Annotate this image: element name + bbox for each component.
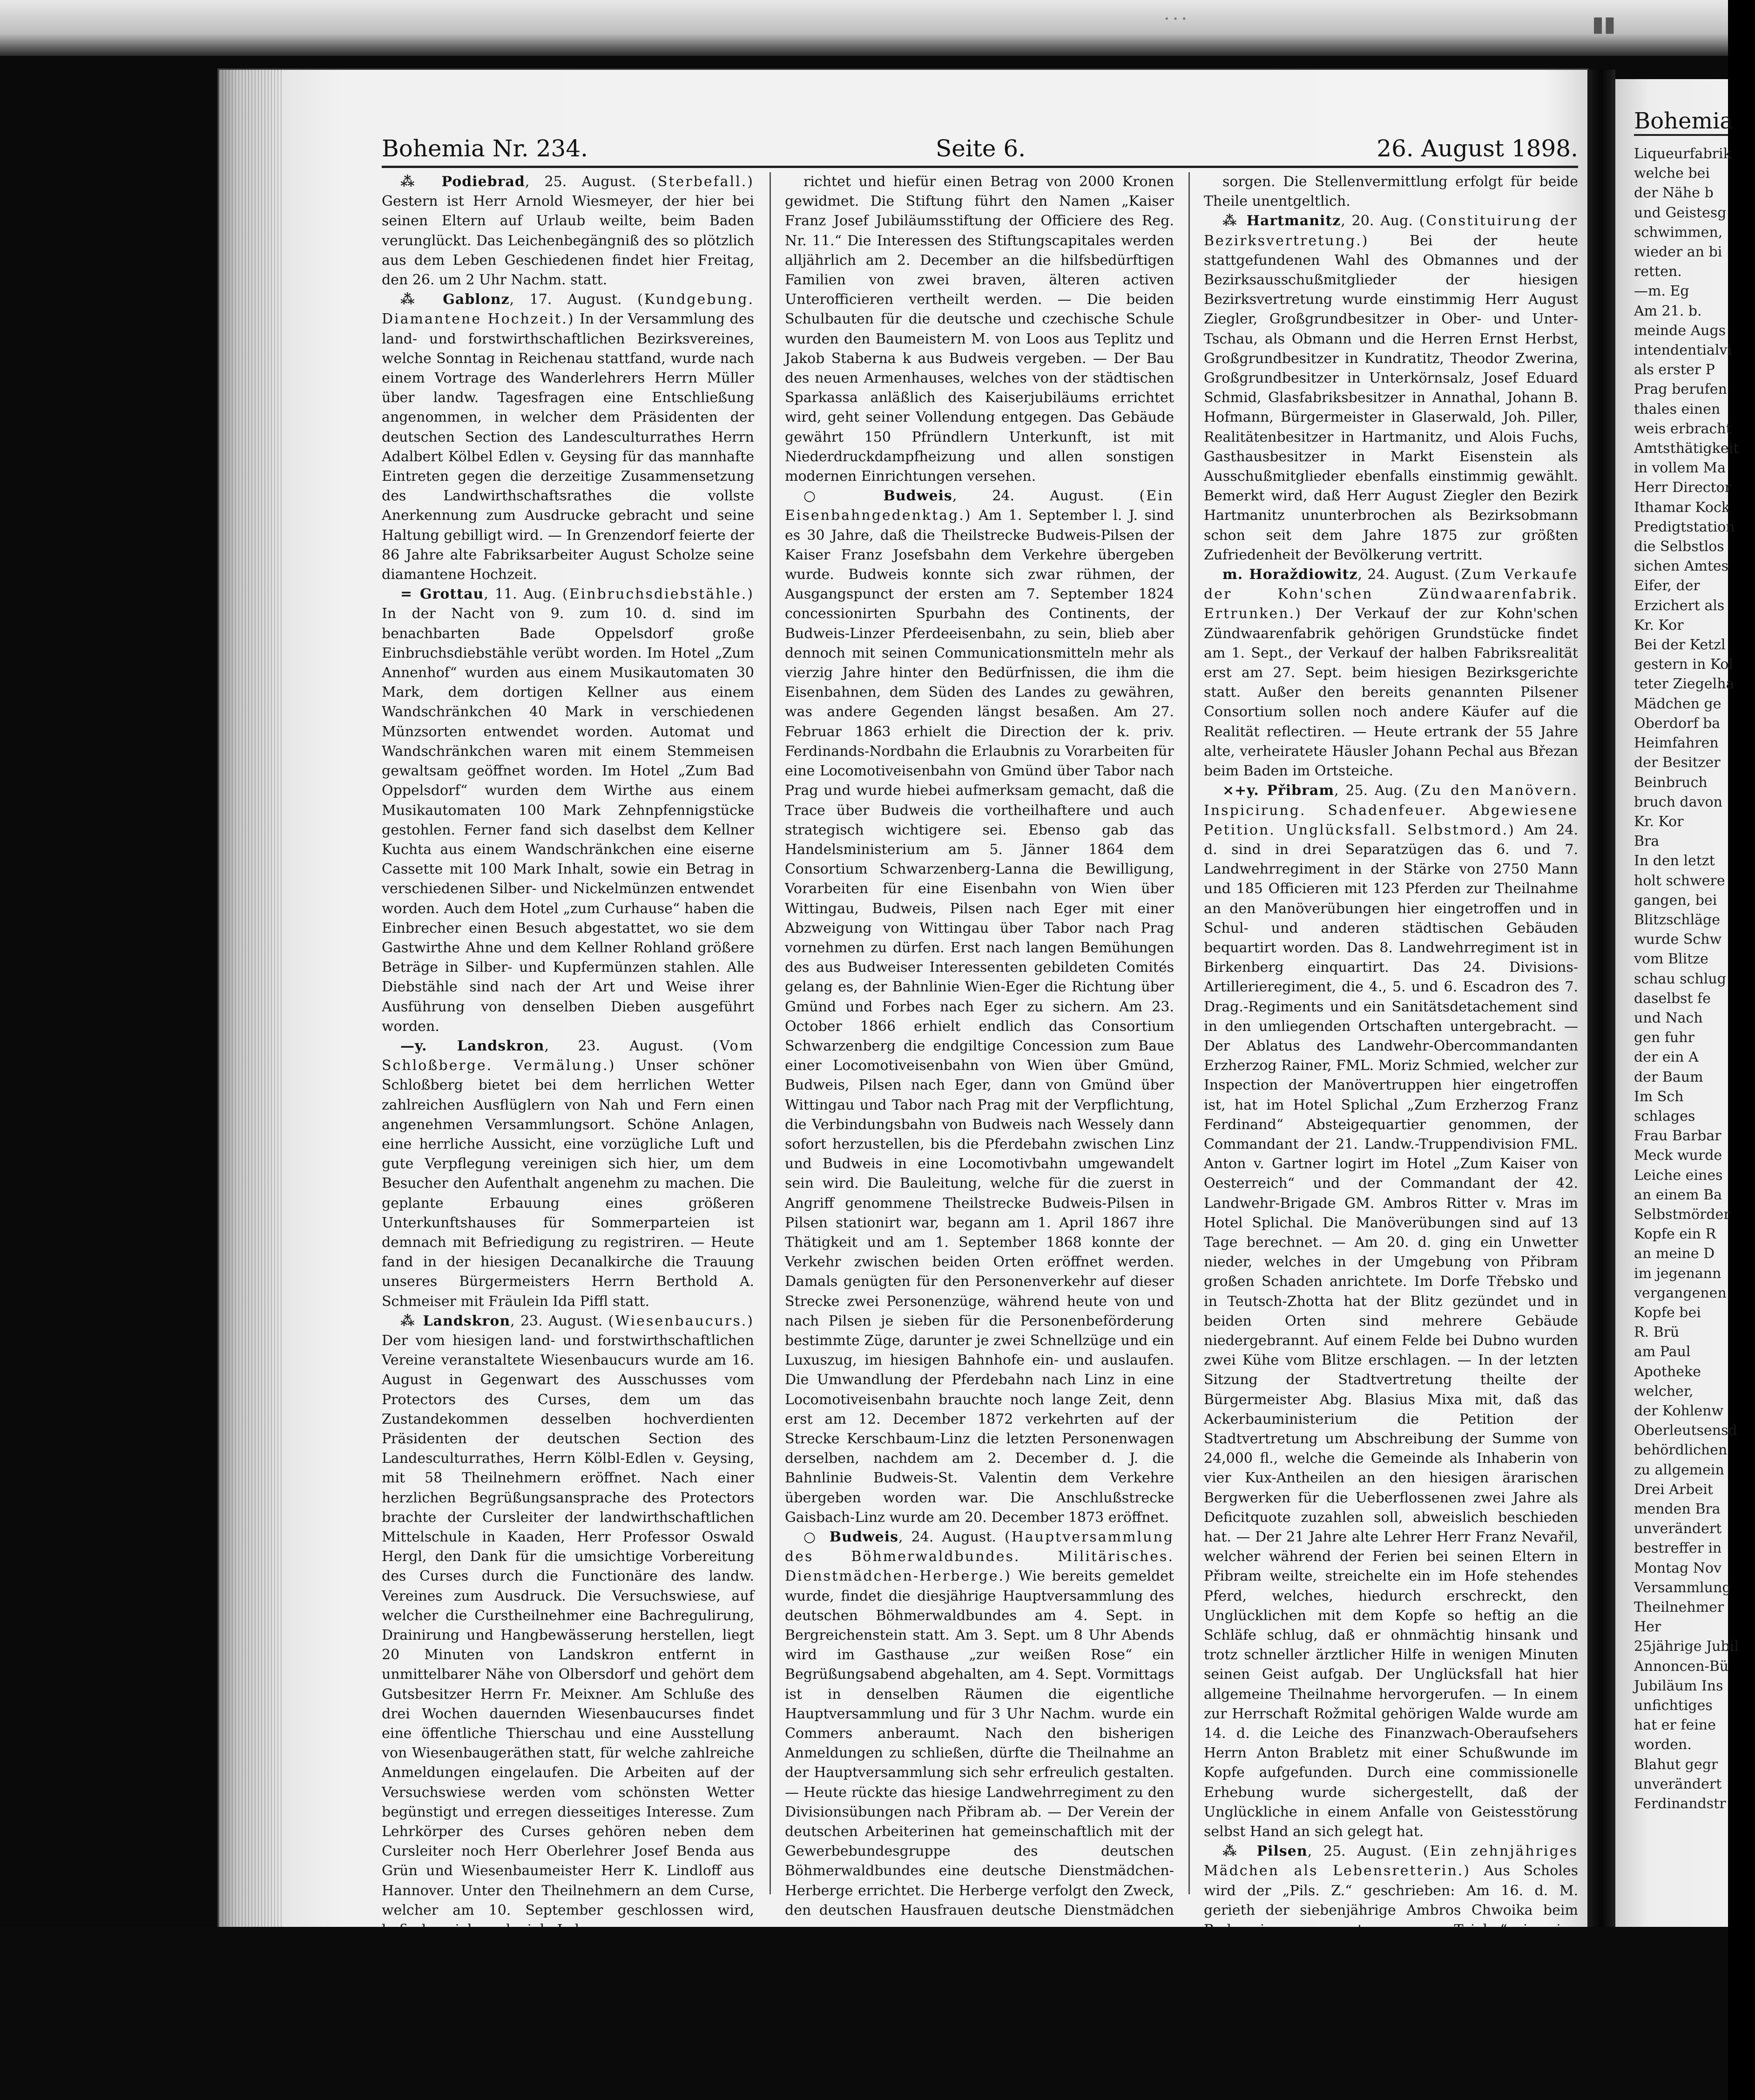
article-subheading: (Hauptversammlung des Böhmerwaldbundes. Militärisches. Dienstmädchen-Herberge.): [785, 1529, 1174, 1585]
adjacent-text-line: schwimmen,: [1634, 224, 1723, 241]
adjacent-text-line: der Nähe b: [1634, 185, 1714, 202]
adjacent-text-line: Eifer, der: [1634, 578, 1700, 594]
adjacent-text-line: welche bei: [1634, 165, 1710, 182]
adjacent-text-line: Predigtstation: [1634, 518, 1735, 535]
article-dateline-place: ⁂ Podiebrad: [400, 174, 525, 190]
adjacent-header-rule: [1634, 134, 1728, 136]
adjacent-text-line: thales einen: [1634, 401, 1721, 417]
article: m. Horaždiowitz, 24. August. (Zum Verkaufe der Kohn'schen Zündwaarenfabrik. Ertrunken.) Der Verkauf der zur Kohn'schen Zündwaarenfabrik gehörigen Grundstücke findet am 1. Sept., der Verkauf der halben Fabriksrealität erst am 27. Sept. beim hiesigen Bezirksgerichte statt. Außer den bereits genannten Pilsener Consortium sollen noch andere Käufer auf die Realität reflectiren. — Heute ertrank der 55 Jahre alte, verheiratete Häusler Johann Pechal aus Březan beim Baden im Ortsteiche.: [1204, 566, 1578, 780]
article-subheading: (Zum Verkaufe der Kohn'schen Zündwaarenfabrik. Ertrunken.): [1204, 566, 1578, 622]
adjacent-text-line: Versammlung: [1634, 1579, 1731, 1596]
article-date: 11. Aug.: [494, 586, 556, 603]
article: ⁂ Pilsen, 25. August. (Ein zehnjähriges Mädchen als Lebensretterin.) Aus Scholes wird der „Pils. Z.“ geschrieben: Am 16. d. M. gerieth der siebenjährige Ambros Chwoika beim: [1204, 1842, 1578, 1979]
article: ⁂ Gablonz, 17. August. (Kundgebung. Diamantene Hochzeit.) In der Versammlung des land- und forstwirthschaftlichen Bezirksvereines, welche Sonntag in Reichenau stattfand, wurde nach einem Vortrage des Wanderlehrers Herrn Müller über landw. Tagesfragen eine Entschließung angenommen, in welcher dem Präsidenten der deutschen Section des Landesculturrathes Herrn Adalbert Kölbel Edlen v. Geysing für das mannhafte Eintreten gegen die derzeitige Zusammensetzung des Landwirthschaftsrathes die vollste Anerkennung zum Ausdrucke gebracht und seine Haltung gebilligt wird. — In Grenzendorf feierte der 86 Jahre alte Fabriksarbeiter August Scholze seine diamantene Hochzeit.: [382, 291, 755, 583]
article-subheading: (Kundgebung. Diamantene Hochzeit.): [382, 291, 755, 328]
adjacent-text-line: der Besitzer: [1634, 754, 1721, 771]
adjacent-text-line: Theilnehmer: [1634, 1599, 1724, 1616]
adjacent-text-line: im jegenann: [1634, 1265, 1721, 1282]
adjacent-text-line: Heimfahren: [1634, 735, 1719, 752]
article-body: sorgen. Die Stellenvermittlung erfolgt für beide Theile unentgeltlich.: [1204, 174, 1578, 210]
article-body: richtet und hiefür einen Betrag von 2000 Kronen gewidmet. Die Stiftung führt den Namen „Kaiser Franz Josef Jubiläumsstiftung der Officiere des Reg. Nr. 11.“ Die Interessen des Stiftungscapitales werden alljährlich am 2. December an die hilfsbedürftigen Familien von zwei braven, älteren activen Unterofficieren vertheilt werden. — Die beiden Schulbauten für die deutsche und czechische Schule wurden den Baumeistern M. von Loos aus Teplitz und Jakob Staberna k aus Budweis vergeben. — Der Bau des neuen Armenhauses, welches von der städtischen Sparkassa anläßlich des Kaiserjubiläums errichtet wird, geht seiner Vollendung entgegen. Das Gebäude gewährt 150 Pfründlern Unterkunft, ist mit Niederdruckdampfheizung und allen sonstigen modernen Einrichtungen versehen.: [785, 174, 1174, 485]
adjacent-text-line: holt schwere: [1634, 872, 1725, 889]
article-date: 25. Aug.: [1345, 782, 1407, 799]
article: ○ Budweis, 24. August. (Hauptversammlung des Böhmerwaldbundes. Militärisches. Dienstmädchen-Herberge.) Wie bereits gemeldet wurde, findet die diesjährige Hauptversammlung des deutschen Böhmerwaldbundes am 4. Sept. in Bergreichenstein statt. Am 3. Sept. um 8 Uhr Abends wird im Gasthause „zur weißen Rose“ ein Begrüßungsabend abgehalten, am 4. Sept. Vormittags ist in denselben Räumen die eigentliche Hauptversammlung und für 3 Uhr Nachm. wurde ein Commers anberaumt. Nach den bisherigen Anmeldungen zu schließen, dürfte die Theilnahme an der Hauptversammlung sich sehr erfreulich gestalten. — Heute rückte das hiesige Landwehrregiment zu den Divisionsübungen nach Přibram ab. — Der Verein der deutschen Arbeiterinen hat gemeinschaftlich mit der Gewerbebundesgruppe des deutschen Böhmerwaldbundes eine deutsche Dienstmädchen-Herberge errichtet. Die Herberge verfolgt den Zweck, den deutschen Hausfrauen deutsche Dienstmädchen: [785, 1528, 1174, 1940]
adjacent-text-line: R. Brü: [1634, 1324, 1680, 1341]
column-3: [1204, 172, 1578, 1918]
text-columns: [382, 172, 1578, 1918]
adjacent-text-line: schau schlug: [1634, 970, 1726, 987]
adjacent-text-line: unverändert: [1634, 1776, 1722, 1792]
article: [785, 172, 1174, 486]
adjacent-text-line: Kopfe ein R: [1634, 1226, 1716, 1243]
ghost-text: ···: [1164, 8, 1190, 30]
article-date: 23. August.: [520, 1312, 603, 1329]
article-body: Gestern ist Herr Arnold Wiesmeyer, der hier bei seinen Eltern auf Urlaub weilte, beim Baden verunglückt. Das Leichenbegängniß des so plötzlich aus dem Leben Geschiedenen findet hier Freitag, den 26. um 2 Uhr Nachm. statt.: [382, 193, 754, 289]
adjacent-text-line: Annoncen-Bü: [1634, 1658, 1729, 1675]
adjacent-text-line: hat er feine: [1634, 1717, 1716, 1734]
adjacent-text-line: Erzichert als: [1634, 597, 1725, 614]
article-subheading: (Zu den Manövern. Inspicirung. Schadenfeuer. Abgewiesene Petition. Unglücksfall. Selbstmord.): [1204, 782, 1578, 838]
adjacent-text-line: an meine D: [1634, 1245, 1715, 1262]
column-divider: [1188, 172, 1190, 1894]
header-date: 26. August 1898.: [1377, 135, 1578, 162]
article-body: Unser schöner Schloßberg bietet bei dem herrlichen Wetter zahlreichen Ausflüglern von Nah und Fern einen angenehmen Versammlungsort. Schöne Anlagen, eine herrliche Aussicht, eine vorzügliche Luft und gute Verpflegung vereinigen sich hier, um dem Besucher den Aufenthalt angenehm zu machen. Die geplante Erbauung eines größeren Unterkunftshauses für Sommerparteien ist demnach mit Befriedigung zu registriren. — Heute fand in der hiesigen Decanalkirche die Trauung unseres Bürgermeisters Herrn Berthold A. Schmeiser mit Fräulein Ida Piffl statt.: [382, 1057, 754, 1310]
adjacent-text-line: —m. Eg: [1634, 283, 1689, 300]
adjacent-text-line: Kr. Kor: [1634, 617, 1684, 633]
article-body: Bei der heute stattgefundenen Wahl des Obmannes und der Bezirksausschußmitglieder der hiesigen Bezirksvertretung wurde einstimmig Herr August Ziegler, Großgrundbesitzer in Ober- und Unter-Tschau, als Obmann und die Herren Ernst Herbst, Großgrundbesitzer in Kundratitz, Theodor Zwerina, Großgrundbesitzer in Unterkörnsalz, Josef Eduard Schmid, Glasfabriksbesitzer in Annathal, Johann B. Hofmann, Bürgermeister in Glaserwald, Joh. Piller, Realitätenbesitzer in Hartmanitz, und Alois Fuchs, Gasthausbesitzer in Markt Eisenstein als Ausschußmitglieder ebenfalls einstimmig gewählt. Bemerkt wird, daß Herr August Ziegler den Bezirk Hartmanitz ununterbrochen als Bezirksobmann schon seit dem Jahre 1875 zur größten Zufriedenheit der Bevölkerung vertritt.: [1204, 232, 1578, 563]
article-date: 24. August.: [1367, 566, 1449, 583]
adjacent-text-line: Apotheke: [1634, 1363, 1701, 1380]
adjacent-text-line: wurde Schw: [1634, 931, 1722, 948]
adjacent-text-line: daselbst fe: [1634, 990, 1711, 1007]
adjacent-page: [1615, 79, 1739, 1936]
article: ⁂ Hartmanitz, 20. Aug. (Constituirung der Bezirksvertretung.) Bei der heute stattgefundenen Wahl des Obmannes und der Bezirksausschußmitglieder der hiesigen Bezirksvertretung wurde einstimmig Herr August Ziegler, Großgrundbesitzer in Ober- und Unter-Tschau, als Obmann und die Herren Ernst Herbst, Großgrundbesitzer in Kundratitz, Theodor Zwerina, Großgrundbesitzer in Unterkörnsalz, Josef Eduard Schmid, Glasfabriksbesitzer in Annathal, Johann B. Hofmann, Bürgermeister in Glaserwald, Joh. Piller, Realitätenbesitzer in Hartmanitz, und Alois Fuchs, Gasthausbesitzer in Markt Eisenstein als Ausschußmitglieder ebenfalls einstimmig gewählt. Bemerkt wird, daß Herr August Ziegler den Bezirk Hartmanitz ununterbrochen als Bezirksobmann schon seit dem Jahre 1875 zur größten Zufriedenheit der Bevölkerung vertritt.: [1204, 213, 1578, 563]
article: —y. Landskron, 23. August. (Vom Schloßberge. Vermälung.) Unser schöner Schloßberg bietet bei dem herrlichen Wetter zahlreichen Ausflüglern von Nah und Fern einen angenehmen Versammlungsort. Schöne Anlagen, eine herrliche Aussicht, eine vorzügliche Luft und gute Verpflegung vereinigen sich hier, um dem Besucher den Aufenthalt angenehm zu machen. Die geplante Erbauung eines größeren Unterkunftshauses für Sommerparteien ist demnach mit Befriedigung zu registriren. — Heute fand in der hiesigen Decanalkirche die Trauung unseres Bürgermeisters Herrn Berthold A. Schmeiser mit Fräulein Ida Piffl statt.: [382, 1037, 754, 1310]
article-date: 17. August.: [529, 291, 622, 308]
adjacent-text-line: Kopfe bei: [1634, 1304, 1701, 1321]
adjacent-text-line: Her: [1634, 1619, 1661, 1636]
adjacent-text-line: der Kohlenw: [1634, 1403, 1724, 1419]
adjacent-text-line: retten.: [1634, 263, 1682, 280]
adjacent-text-line: schlages: [1634, 1108, 1695, 1124]
adjacent-text-line: Prag berufen: [1634, 381, 1727, 398]
previous-frame-strip: [0, 0, 1728, 56]
film-border: [0, 1927, 1728, 2100]
header-rule: [382, 166, 1578, 168]
article-dateline-place: ⁂ Hartmanitz: [1222, 213, 1341, 229]
article-body: Der vom hiesigen land- und forstwirthschaftlichen Vereine veranstaltete Wiesenbaucurs wurde am 16. August in Gegenwart des Ausschusses vom Protectors des Curses, dem um das Zustandekommen desselben hochverdienten Präsidenten der deutschen Section des Landesculturrathes, Herrn Kölbl-Edlen v. Geysing, mit 58 Theilnehmern eröffnet. Nach einer herzlichen Begrüßungsansprache des Protectors brachte der Cursleiter der landwirthschaftlichen Mittelschule in Kaaden, Herr Professor Oswald Hergl, den Dank für die umsichtige Vorbereitung des Curses durch die Functionäre des landw. Vereines zum Ausdruck. Die Versuchswiese, auf welcher die Curstheilnehmer eine Bachregulirung, Drainirung und Hangbewässerung herstellen, liegt 20 Minuten von Landskron entfernt in unmittelbarer Nähe von Olbersdorf und gehört dem Gutsbesitzer Herrn Fr. Meixner. Am Schluße des drei Wochen dauernden Wiesenbaucurses findet eine öffentliche Thierschau und eine Ausstellung von Wiesenbaugeräthen statt, für welche zahlreiche Anmeldungen eingelaufen. Die Arbeiten auf der Versuchswiese werden vom schönsten Wetter begünstigt und erregen diesseitiges Interesse. Zum Lehrkörper des Curses gehören neben dem Cursleiter noch Herr Oberlehrer Josef Benda aus Grün und Wiesenbaumeister Herr K. Lindloff aus Hannover. Unter den Theilnehmern an dem Curse, welcher am 10. September geschlossen wird,: [382, 1332, 754, 1918]
adjacent-text-line: Ferdinandstr: [1634, 1796, 1726, 1812]
adjacent-text-line: gen fuhr: [1634, 1030, 1694, 1046]
adjacent-text-line: Mädchen ge: [1634, 695, 1721, 712]
adjacent-page-header: Bohemia: [1634, 108, 1733, 134]
adjacent-text-line: Ithamar Kock: [1634, 499, 1730, 516]
adjacent-text-line: unverändert: [1634, 1521, 1722, 1537]
adjacent-text-line: sichen Amtes: [1634, 558, 1729, 575]
article-date: 25. August.: [1323, 1843, 1411, 1860]
adjacent-text-line: 25jährige Jubil: [1634, 1638, 1739, 1655]
article-dateline-place: ×+y. Přibram: [1222, 782, 1335, 799]
article-dateline-place: ⁂ Pilsen: [1222, 1843, 1308, 1860]
article-dateline-place: m. Horaždiowitz: [1222, 566, 1358, 583]
article: ○ Budweis, 24. August. (Ein Eisenbahngedenktag.) Am 1. September l. J. sind es 30 Jahre, daß die Theilstrecke Budweis-Pilsen der Kaiser Franz Josefsbahn dem Verkehre übergeben wurde. Budweis konnte sich zwar rühmen, der Ausgangspunct der ersten am 7. September 1824 concessionirten Spurbahn des Continents, der Budweis-Linzer Pferdeeisenbahn, zu sein, blieb aber dennoch mit seinen Communicationsmitteln mehr als vierzig Jahre hinter den Bedürfnissen, die ihm die Eisenbahnen, dem Süden des Landes zu gewähren, was andere Gegenden längst besaßen. Am 27. Februar 1863 erhielt die Direction der k. priv. Ferdinands-Nordbahn die Erlaubnis zu Vorarbeiten für eine Locomotiveisenbahn von Gmünd über Tabor nach Prag und wurde hiebei aufmerksam gemacht, daß die Trace über Budweis die vortheilhaftere und auch strategisch wichtigere sei. Ebenso gab das Handelsministerium am 5. Jänner 1864 dem Consortium Schwarzenberg-Lanna die Bewilligung, Vorarbeiten für eine Eisenbahn von Wien über Wittingau, Budweis, Pilsen nach Eger mit einer Abzweigung von Wittingau über Tabor nach Prag vornehmen zu dürfen. Erst nach langen Bemühungen des aus Budweiser Interessenten gebildeten Comités gelang es, der Bahnlinie Wien-Eger die Richtung über Gmünd und Forbes nach Eger zu sichern. Am 23. October 1866 erhielt endlich das Consortium Schwarzenberg die endgiltige Concession zum Baue einer Locomotiveisenbahn von Wien über Gmünd, Budweis, Pilsen nach Eger, dann von Gmünd über Wittingau und Tabor nach Prag mit der Verpflichtung, die Verbindungsbahn von Budweis nach Wessely dann sofort herzustellen, bis die Pferdebahn zwischen Linz und Budweis in eine Locomotivbahn umgewandelt sein wird. Die Bauleitung, welche für die zuerst in Angriff genommene Theilstrecke Budweis-Pilsen in Pilsen stationirt war, begann am 1. April 1867 ihre Thätigkeit und am 1. September 1868 konnte der Verkehr zwischen beiden Orten eröffnet werden. Damals genügten für den Personenverkehr auf dieser Strecke zwei Personenzüge, während heute von und nach Pilsen je sieben für die Personenbeförderung bestimmte Züge, darunter je zwei Schnellzüge und ein Luxuszug, im hiesigen Bahnhofe ein- und auslaufen. Die Umwandlung der Pferdebahn nach Linz in eine Locomotiveisenbahn brauchte noch lange Zeit, denn erst am 12. December 1872 verkehrten auf der Strecke Kerschbaum-Linz die letzten Personenwagen derselben, nachdem am 2. December d. J. die Bahnlinie Budweis-St. Valentin dem Verkehre übergeben worden war. Die Anschlußstrecke Gaisbach-Linz wurde am 20. December 1873 eröffnet.: [785, 488, 1174, 1526]
adjacent-text-line: Am 21. b.: [1634, 303, 1702, 319]
article-date: 20. Aug.: [1351, 213, 1413, 229]
adjacent-text-line: Oberdorf ba: [1634, 715, 1721, 732]
adjacent-text-line: Montag Nov: [1634, 1560, 1722, 1576]
adjacent-text-line: und Nach: [1634, 1010, 1703, 1026]
adjacent-text-line: Im Sch: [1634, 1088, 1684, 1105]
adjacent-text-line: in vollem Ma: [1634, 460, 1726, 477]
adjacent-text-line: Bei der Ketzl: [1634, 637, 1726, 653]
adjacent-text-line: an einem Ba: [1634, 1186, 1722, 1203]
article: [1204, 172, 1578, 211]
column-divider: [770, 172, 771, 1894]
adjacent-text-line: Herr Director: [1634, 479, 1732, 496]
article-body: In der Nacht von 9. zum 10. d. sind im benachbarten Bade Oppelsdorf große Einbruchsdiebstähle verübt worden. Im Hotel „Zum Annenhof“ wurden aus einem Musikautomaten 30 Mark, dem dortigen Kellner aus einem Wandschränkchen 40 Mark in verschiedenen Münzsorten entwendet worden. Automat und Wandschränkchen waren mit einem Stemmeisen gewaltsam geöffnet worden. Im Hotel „Zum Bad Oppelsdorf“ wurden dem Wirthe aus einem Musikautomaten 100 Mark Zehnpfennigstücke gestohlen. Ferner fand sich daselbst dem Kellner Kuchta aus einem Wandschränkchen eine eiserne Cassette mit 100 Mark Inhalt, sowie ein Betrag in verschiedenen Silber- und Nickelmünzen entwendet worden. Auch dem Hotel „zum Curhause“ haben die Einbrecher einen Besuch abgestattet, wo sie dem Gastwirthe Ahne und dem Kellner Rohland größere Beträge in Silber- und Kupfermünzen stahlen. Alle Diebstähle sind nach der Art und Weise ihrer Ausführung von denselben Dieben ausgeführt worden.: [382, 606, 754, 1035]
adjacent-text-line: Beinbruch: [1634, 774, 1708, 791]
article-dateline-place: ⁂ Gablonz: [400, 291, 510, 308]
article-body: Wie bereits gemeldet wurde, findet die diesjährige Hauptversammlung des deutschen Böhmerwaldbundes am 4. Sept. in Bergreichenstein statt. Am 3. Sept. um 8 Uhr Abends wird im Gasthause „zur weißen Rose“ ein Begrüßungsabend abgehalten, am 4. Sept. Vormittags ist in denselben Räumen die eigentliche Hauptversammlung und für 3 Uhr Nachm. wurde ein Commers anberaumt. Nach den bisherigen Anmeldungen zu schließen, dürfte die Theilnahme an der Hauptversammlung sich sehr erfreulich gestalten. — Heute rückte das hiesige Landwehrregiment zu den Divisionsübungen nach Přibram ab. — Der Verein der deutschen Arbeiterinen hat gemeinschaftlich mit der Gewerbebundesgruppe des deutschen Böhmerwaldbundes eine deutsche Dienstmädchen-Herberge errichtet. Die Herberge verfolgt den Zweck, den deutschen Hausfrauen deutsche Dienstmädchen: [785, 1568, 1174, 1918]
adjacent-text-line: als erster P: [1634, 362, 1715, 378]
adjacent-text-line: der ein A: [1634, 1049, 1699, 1066]
adjacent-text-line: vergangenen: [1634, 1285, 1727, 1301]
header-page-number: Seite 6.: [936, 135, 1026, 162]
article: ⁂ Podiebrad, 25. August. (Sterbefall.) Gestern ist Herr Arnold Wiesmeyer, der hier bei seinen Eltern auf Urlaub weilte, beim Baden verunglückt. Das Leichenbegängniß des so plötzlich aus dem Leben Geschiedenen findet hier Freitag, den 26. um 2 Uhr Nachm. statt.: [382, 174, 754, 289]
adjacent-text-line: bestreffer in: [1634, 1540, 1722, 1557]
adjacent-text-line: Frau Barbar: [1634, 1128, 1721, 1144]
adjacent-text-line: meinde Augs: [1634, 322, 1726, 339]
article-dateline-place: —y. Landskron: [400, 1037, 545, 1054]
article: ×+y. Přibram, 25. Aug. (Zu den Manövern. Inspicirung. Schadenfeuer. Abgewiesene Petition. Unglücksfall. Selbstmord.) Am 24. d. sind in drei Separatzügen das 6. und 7. Landwehrregiment in der Stärke von 2750 Mann und 185 Officieren mit 123 Pferden zur Theilnahme an den Manöverübungen hier eingetroffen und in Schul- und anderen städtischen Gebäuden bequartirt worden. Das 8. Landwehrregiment ist in Birkenberg einquartirt. Das 24. Divisions-Artillerieregiment, die 4., 5. und 6. Escadron des 7. Drag.-Regiments und ein Sanitätsdetachement sind in den umliegenden Ortschaften untergebracht. — Der Ablatus des Landwehr-Obercommandanten Erzherzog Rainer, FML. Moriz Schmied, welcher zur Inspection der Manövertruppen hier eingetroffen ist, hat im Hotel Splichal „Zum Erzherzog Franz Ferdinand“ Absteigequartier genommen, der Commandant der 21. Landw.-Truppendivision FML. Anton v. Gartner logirt im Hotel „Zum Kaiser von Oesterreich“ und der Commandant der 42. Landwehr-Brigade GM. Ambros Ritter v. Mras im Hotel Splichal. Die Manöverübungen sind auf 13 Tage berechnet. — Am 20. d. ging ein Unwetter nieder, welches in der Umgebung von Přibram großen Schaden anrichtete. Im Dorfe Třebsko und in Teutsch-Zhotta hat der Blitz gezündet und in beiden Orten sind mehrere Gebäude niedergebrannt. Auf einem Felde bei Dubno wurden zwei Kühe vom Blitze erschlagen. — In der letzten Sitzung der Stadtvertretung theilte der Bürgermeister Abg. Blasius Mixa mit, daß das Ackerbauministerium die Petition der Stadtvertretung um Abschreibung der Summe von 24,000 fl., welche die Gemeinde als Inhaberin von vier Kux-Antheilen an den hiesigen ärarischen Bergwerken für die Ueberflossenen zwei Jahre als Deficitquote zuzahlen soll, abweislich beschieden hat. — Der 21 Jahre alte Lehrer Herr Franz Nevařil, welcher während der Ferien bei seinen Eltern in Přibram weilte, streichelte ein im Hofe stehendes Pferd, welches, hiedurch erschreckt, den Unglücklichen mit dem Kopfe so heftig an die Schläfe schlug, daß er ohnmächtig hinsank und trotz schneller ärztlicher Hilfe in wenigen Minuten seinen Geist aufgab. Der Unglücksfall hat hier allgemeine Theilnahme hervorgerufen. — In einem zur Herrschaft Rožmital gehörigen Walde wurde am 14. d. die Leiche des Finanzwach-Oberaufsehers Herrn Anton Brabletz mit einer Schußwunde im Kopfe aufgefunden. Durch eine commissionelle Erhebung wurde sichergestellt, daß der Unglückliche in einem Anfalle von Geistesstörung selbst Hand an sich gelegt hat.: [1204, 782, 1578, 1840]
adjacent-text-line: worden.: [1634, 1737, 1692, 1753]
column-2: [785, 172, 1174, 1918]
article-subheading: (Constituirung der Bezirksvertretung.): [1204, 213, 1578, 249]
adjacent-text-line: Blahut gegr: [1634, 1756, 1718, 1773]
article-body: Am 1. September l. J. sind es 30 Jahre, daß die Theilstrecke Budweis-Pilsen der Kaiser Franz Josefsbahn dem Verkehre übergeben wurde. Budweis konnte sich zwar rühmen, der Ausgangspunct der ersten am 7. September 1824 concessionirten Spurbahn des Continents, der Budweis-Linzer Pferdeeisenbahn, zu sein, blieb aber dennoch mit seinen Communicationsmitteln mehr als vierzig Jahre hinter den Bedürfnissen, die ihm die Eisenbahnen, dem Süden des Landes zu gewähren, was andere Gegenden längst besaßen. Am 27. Februar 1863 erhielt die Direction der k. priv. Ferdinands-Nordbahn die Erlaubnis zu Vorarbeiten für eine Locomotiveisenbahn von Gmünd über Tabor nach Prag und wurde hiebei aufmerksam gemacht, daß die Trace über Budweis die vortheilhaftere und auch strategisch wichtigere sei. Ebenso gab das Handelsministerium am 5. Jänner 1864 dem Consortium Schwarzenberg-Lanna die Bewilligung, Vorarbeiten für eine Eisenbahn von Wien über Wittingau, Budweis, Pilsen nach Eger mit einer Abzweigung von Wittingau über Tabor nach Prag vornehmen zu dürfen. Erst nach langen Bemühungen des aus Budweiser Interessenten gebildeten Comités gelang es, der Bahnlinie Wien-Eger die Richtung über Gmünd und Forbes nach Eger zu sichern. Am 23. October 1866 erhielt endlich das Consortium Schwarzenberg die endgiltige Concession zum Baue einer Locomotiveisenbahn von Wien über Gmünd, Budweis, Pilsen nach Eger, dann von Gmünd über Wittingau und Tabor nach Prag mit der Verpflichtung, die Verbindungsbahn von Budweis nach Wessely dann sofort herzustellen, bis die Pferdebahn zwischen Linz und Budweis in eine Locomotivbahn umgewandelt sein wird. Die Bauleitung, welche für die zuerst in Angriff genommene Theilstrecke Budweis-Pilsen in Pilsen stationirt war, begann am 1. April 1867 ihre Thätigkeit und am 1. September 1868 konnte der Verkehr zwischen beiden Orten eröffnet werden. Damals genügten für den Personenverkehr auf dieser Strecke zwei Personenzüge, während heute von und nach Pilsen je sieben für die Personenbeförderung bestimmte Züge, darunter je zwei Schnellzüge und ein Luxuszug, im hiesigen Bahnhofe ein- und auslaufen. Die Umwandlung der Pferdebahn nach Linz in eine Locomotiveisenbahn brauchte noch lange Zeit, denn erst am 12. December 1872 verkehrten auf der Strecke Kerschbaum-Linz die letzten Personenwagen derselben, nachdem am 2. December d. J. die Bahnlinie Budweis-St. Valentin dem Verkehre übergeben worden war. Die Anschlußstrecke Gaisbach-Linz wurde am 20. December 1873 eröffnet.: [785, 507, 1174, 1526]
adjacent-text-line: In den letzt: [1634, 853, 1715, 869]
adjacent-text-line: intendentialvi: [1634, 342, 1732, 359]
adjacent-text-line: Bra: [1634, 833, 1660, 850]
article-date: 24. August.: [992, 488, 1104, 505]
adjacent-text-line: Meck wurde: [1634, 1147, 1722, 1164]
adjacent-text-line: unfichtiges: [1634, 1697, 1713, 1714]
article-date: 23. August.: [578, 1037, 684, 1054]
adjacent-text-line: am Paul: [1634, 1344, 1691, 1360]
adjacent-text-line: menden Bra: [1634, 1501, 1721, 1518]
article-dateline-place: ○ Budweis: [803, 488, 952, 505]
adjacent-text-line: vom Blitze: [1634, 951, 1708, 968]
adjacent-text-line: Selbstmörder: [1634, 1206, 1730, 1223]
article-body: In der Versammlung des land- und forstwirthschaftlichen Bezirksvereines, welche Sonntag in Reichenau stattfand, wurde nach einem Vortrage des Wanderlehrers Herrn Müller über landw. Tagesfragen eine Entschließung angenommen, in welcher dem Präsidenten der deutschen Section des Landesculturrathes Herrn Adalbert Kölbel Edlen v. Geysing für das mannhafte Eintreten gegen die derzeitige Zusammensetzung des Landwirthschaftsrathes die vollste Anerkennung zum Ausdrucke gebracht und seine Haltung gebilligt wird. — In Grenzendorf feierte der 86 Jahre alte Fabriksarbeiter August Scholze seine diamantene Hochzeit.: [382, 311, 754, 583]
adjacent-text-line: welcher,: [1634, 1383, 1694, 1400]
article: ⁂ Landskron, 23. August. (Wiesenbaucurs.) Der vom hiesigen land- und forstwirthschaftlichen Vereine veranstaltete Wiesenbaucurs wurde am 16. August in Gegenwart des Ausschusses vom Protectors des Curses, dem um das Zustandekommen desselben hochverdienten Präsidenten der deutschen Section des Landesculturrathes, Herrn Kölbl-Edlen v. Geysing, mit 58 Theilnehmern eröffnet. Nach einer herzlichen Begrüßungsansprache des Protectors brachte der Cursleiter der landwirthschaftlichen Mittelschule in Kaaden, Herr Professor Oswald Hergl, den Dank für die umsichtige Vorbereitung des Curses durch die Functionäre des landw. Vereines zum Ausdruck. Die Versuchswiese, auf welcher die Curstheilnehmer eine Bachregulirung, Drainirung und Hangbewässerung herstellen, liegt 20 Minuten von Landskron entfernt in unmittelbarer Nähe von Olbersdorf und gehört dem Gutsbesitzer Herrn Fr. Meixner. Am Schluße des drei Wochen dauernden Wiesenbaucurses findet eine öffentliche Thierschau und eine Ausstellung von Wiesenbaugeräthen statt, für welche zahlreiche Anmeldungen eingelaufen. Die Arbeiten auf der Versuchswiese werden vom schönsten Wetter begünstigt und erregen diesseitiges Interesse. Zum Lehrkörper des Curses gehören neben dem Cursleiter noch Herr Oberlehrer Josef Benda aus Grün und Wiesenbaumeister Herr K. Lindloff aus Hannover. Unter den Theilnehmern an dem Curse, welcher am 10. September geschlossen wird,: [382, 1312, 754, 1940]
adjacent-text-line: Jubiläum Ins: [1634, 1677, 1723, 1694]
article-dateline-place: ○ Budweis: [803, 1529, 899, 1546]
adjacent-text-line: Drei Arbeit: [1634, 1481, 1713, 1498]
article-body: Am 24. d. sind in drei Separatzügen das 6. und 7. Landwehrregiment in der Stärke von 2750 Mann und 185 Officieren mit 123 Pferden zur Theilnahme an den Manöverübungen hier eingetroffen und in Schul- und anderen städtischen Gebäuden bequartirt worden. Das 8. Landwehrregiment ist in Birkenberg einquartirt. Das 24. Divisions-Artillerieregiment, die 4., 5. und 6. Escadron des 7. Drag.-Regiments und ein Sanitätsdetachement sind in den umliegenden Ortschaften untergebracht. — Der Ablatus des Landwehr-Obercommandanten Erzherzog Rainer, FML. Moriz Schmied, welcher zur Inspection der Manövertruppen hier eingetroffen ist, hat im Hotel Splichal „Zum Erzherzog Franz Ferdinand“ Absteigequartier genommen, der Commandant der 21. Landw.-Truppendivision FML. Anton v. Gartner logirt im Hotel „Zum Kaiser von Oesterreich“ und der Commandant der 42. Landwehr-Brigade GM. Ambros Ritter v. Mras im Hotel Splichal. Die Manöverübungen sind auf 13 Tage berechnet. — Am 20. d. ging ein Unwetter nieder, welches in der Umgebung von Přibram großen Schaden anrichtete. Im Dorfe Třebsko und in Teutsch-Zhotta hat der Blitz gezündet und in beiden Orten sind mehrere Gebäude niedergebrannt. Auf einem Felde bei Dubno wurden zwei Kühe vom Blitze erschlagen. — In der letzten Sitzung der Stadtvertretung theilte der Bürgermeister Abg. Blasius Mixa mit, daß das Ackerbauministerium die Petition der Stadtvertretung um Abschreibung der Summe von 24,000 fl., welche die Gemeinde als Inhaberin von vier Kux-Antheilen an den hiesigen ärarischen Bergwerken für die Ueberflossenen zwei Jahre als Deficitquote zuzahlen soll, abweislich beschieden hat. — Der 21 Jahre alte Lehrer Herr Franz Nevařil, welcher während der Ferien bei seinen Eltern in Přibram weilte, streichelte ein im Hofe stehendes Pferd, welches, hiedurch erschreckt, den Unglücklichen mit dem Kopfe so heftig an die Schläfe schlug, daß er ohnmächtig hinsank und trotz schneller ärztlicher Hilfe in wenigen Minuten seinen Geist aufgab. Der Unglücksfall hat hier allgemeine Theilnahme hervorgerufen. — In einem zur Herrschaft Rožmital gehörigen Walde wurde am 14. d. die Leiche des Finanzwach-Oberaufsehers Herrn Anton Brabletz mit einer Schußwunde im Kopfe aufgefunden. Durch eine commissionelle Erhebung wurde sichergestellt, daß der Unglückliche in einem Anfalle von Geistesstörung selbst Hand an sich gelegt hat.: [1204, 821, 1578, 1840]
article-date: 24. August.: [911, 1529, 996, 1546]
article-subheading: (Wiesenbaucurs.): [608, 1312, 754, 1329]
column-1: [382, 172, 755, 1918]
adjacent-text-line: bruch davon: [1634, 794, 1722, 810]
article-subheading: (Einbruchsdiebstähle.): [562, 586, 754, 603]
adjacent-text-line: Oberleutsensd: [1634, 1422, 1737, 1439]
adjacent-text-line: zu allgemein: [1634, 1461, 1724, 1478]
article-subheading: (Ein Eisenbahngedenktag.): [785, 488, 1174, 524]
article-body: Aus Scholes wird der „Pils. Z.“ geschrieben: Am 16. d. M. gerieth der siebenjährige Ambros Chwoika beim: [1204, 1863, 1578, 1918]
adjacent-text-line: weis erbracht: [1634, 420, 1732, 437]
article: = Grottau, 11. Aug. (Einbruchsdiebstähle.) In der Nacht von 9. zum 10. d. sind im benachbarten Bade Oppelsdorf große Einbruchsdiebstähle verübt worden. Im Hotel „Zum Annenhof“ wurden aus einem Musikautomaten 30 Mark, dem dortigen Kellner aus einem Wandschränkchen 40 Mark in verschiedenen Münzsorten entwendet worden. Automat und Wandschränkchen waren mit einem Stemmeisen gewaltsam geöffnet worden. Im Hotel „Zum Bad Oppelsdorf“ wurden dem Wirthe aus einem Musikautomaten 100 Mark Zehnpfennigstücke gestohlen. Ferner fand sich daselbst dem Kellner Kuchta aus einem Wandschränkchen eine eiserne Cassette mit 100 Mark Inhalt, sowie ein Betrag in verschiedenen Silber- und Nickelmünzen entwendet worden. Auch dem Hotel „zum Curhause“ haben die Einbrecher einen Besuch abgestattet, wo sie dem Gastwirthe Ahne und dem Kellner Rohland größere Beträge in Silber- und Kupfermünzen stahlen. Alle Diebstähle sind nach der Art und Weise ihrer Ausführung von denselben Dieben ausgeführt worden.: [382, 586, 754, 1035]
page-stack-edges: [219, 70, 284, 1927]
adjacent-text-line: die Selbstlos: [1634, 538, 1724, 555]
adjacent-text-line: Liqueurfabrik: [1634, 146, 1732, 162]
page-gutter: [1587, 70, 1615, 1932]
adjacent-text-line: teter Ziegelha: [1634, 676, 1735, 693]
adjacent-text-line: Amtsthätigkeit: [1634, 440, 1739, 457]
article-dateline-place: = Grottau: [400, 586, 484, 603]
adjacent-text-line: Blitzschläge: [1634, 911, 1721, 928]
article-subheading: (Ein zehnjähriges Mädchen als Lebensretterin.): [1204, 1843, 1578, 1879]
adjacent-text-line: gangen, bei: [1634, 892, 1717, 909]
header-newspaper-title: Bohemia Nr. 234.: [382, 135, 588, 162]
adjacent-text-line: behördlichen: [1634, 1442, 1728, 1459]
adjacent-text-line: der Baum: [1634, 1069, 1703, 1085]
adjacent-text-line: gestern in Kol: [1634, 656, 1734, 673]
article-body: Der Verkauf der zur Kohn'schen Zündwaarenfabrik gehörigen Grundstücke findet am 1. Sept., der Verkauf der halben Fabriksrealität erst am 27. Sept. beim hiesigen Bezirksgerichte statt. Außer den bereits genannten Pilsener Consortium sollen noch andere Käufer auf die Realität reflectiren. — Heute ertrank der 55 Jahre alte, verheiratete Häusler Johann Pechal aus Březan beim Baden im Ortsteiche.: [1204, 606, 1578, 780]
article-subheading: (Vom Schloßberge. Vermälung.): [382, 1037, 754, 1074]
article-date: 25. August.: [544, 174, 636, 190]
adjacent-text-line: und Geistesg: [1634, 204, 1727, 221]
adjacent-text-line: Kr. Kor: [1634, 813, 1684, 830]
adjacent-text-line: wieder an bi: [1634, 244, 1722, 261]
article-subheading: (Sterbefall.): [651, 174, 754, 190]
adjacent-text-line: Leiche eines: [1634, 1167, 1723, 1184]
adjacent-page-text: [1634, 144, 1755, 1814]
ghost-text: ▮▮: [1592, 11, 1616, 36]
article-dateline-place: ⁂ Landskron: [400, 1312, 511, 1329]
